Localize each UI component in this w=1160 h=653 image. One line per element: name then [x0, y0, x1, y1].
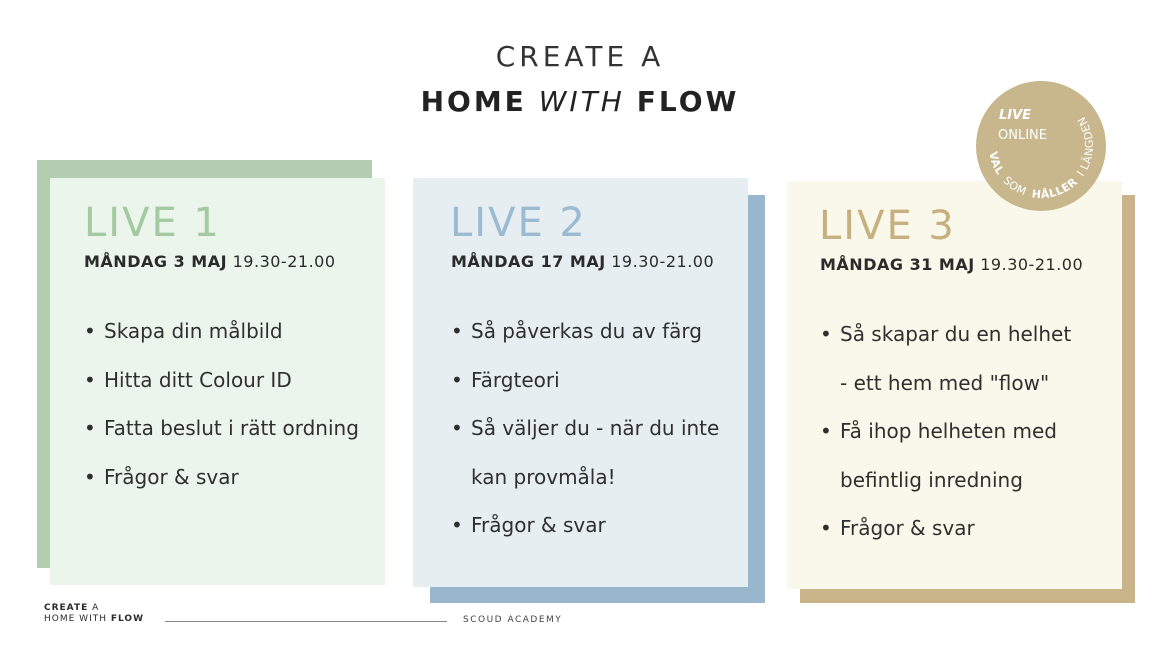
- footer-divider: [165, 621, 447, 622]
- card-time: 19.30-21.00: [980, 255, 1084, 274]
- list-item-continued: - ett hem med "flow": [840, 370, 1050, 395]
- card-title: LIVE 1: [84, 200, 221, 246]
- card-live-3: [787, 181, 1122, 589]
- title-home: HOME: [420, 85, 527, 118]
- card-date: [84, 252, 336, 271]
- bullet-list: [84, 307, 379, 501]
- footer-academy: SCOUD ACADEMY: [463, 615, 563, 625]
- card-day: MÅNDAG 3 MAJ: [84, 252, 228, 271]
- bullet-list: [820, 310, 1115, 553]
- card-time: 19.30-21.00: [611, 252, 715, 271]
- list-item: • Färgteori: [451, 356, 746, 405]
- list-item: • Frågor & svar: [84, 453, 379, 502]
- list-item: • Så skapar du en helhet: [820, 310, 1115, 359]
- title-with: WITH: [538, 85, 625, 118]
- card-live-2: [413, 178, 748, 587]
- card-day: MÅNDAG 17 MAJ: [451, 252, 606, 271]
- card-title: LIVE 2: [450, 200, 587, 246]
- badge-online: ONLINE: [998, 128, 1047, 143]
- card-title: LIVE 3: [819, 203, 956, 249]
- footer-logo-flow: FLOW: [110, 614, 144, 624]
- badge-ring-text: [976, 81, 1106, 211]
- badge-live: LIVE: [999, 108, 1032, 123]
- bullet-list: [451, 307, 746, 550]
- list-item: • Hitta ditt Colour ID: [84, 356, 379, 405]
- card-day: MÅNDAG 31 MAJ: [820, 255, 975, 274]
- badge-ring-haller: HÅLLER: [1031, 175, 1081, 202]
- badge-ring-val: VAL: [986, 150, 1007, 178]
- svg-text:VAL SOM HÅLLER: [986, 114, 1096, 201]
- title-flow: FLOW: [636, 85, 740, 118]
- card-live-1: [50, 178, 385, 585]
- list-item: • Så väljer du - när du inte: [451, 404, 746, 453]
- footer-logo: [44, 603, 144, 625]
- list-item: • Så påverkas du av färg: [451, 307, 746, 356]
- list-item: • Skapa din målbild: [84, 307, 379, 356]
- list-item: • Få ihop helheten med: [820, 407, 1115, 456]
- footer: [44, 603, 1124, 633]
- list-item-continued: befintlig inredning: [840, 467, 1023, 492]
- list-item: • Frågor & svar: [451, 501, 746, 550]
- title-line-1: CREATE A: [495, 40, 665, 73]
- badge-ring-langden: I LÄNGDEN: [1074, 114, 1097, 179]
- card-time: 19.30-21.00: [232, 252, 336, 271]
- card-date: [451, 252, 714, 271]
- card-date: [820, 255, 1083, 274]
- footer-logo-create: CREATE: [44, 603, 89, 613]
- live-online-badge: [976, 81, 1106, 211]
- list-item: • Frågor & svar: [820, 504, 1115, 553]
- footer-logo-a: A: [92, 603, 100, 613]
- badge-ring-som: SOM: [1000, 173, 1029, 199]
- list-item: • Fatta beslut i rätt ordning: [84, 404, 379, 453]
- footer-logo-home-with: HOME WITH: [44, 614, 107, 624]
- list-item-continued: kan provmåla!: [471, 464, 616, 489]
